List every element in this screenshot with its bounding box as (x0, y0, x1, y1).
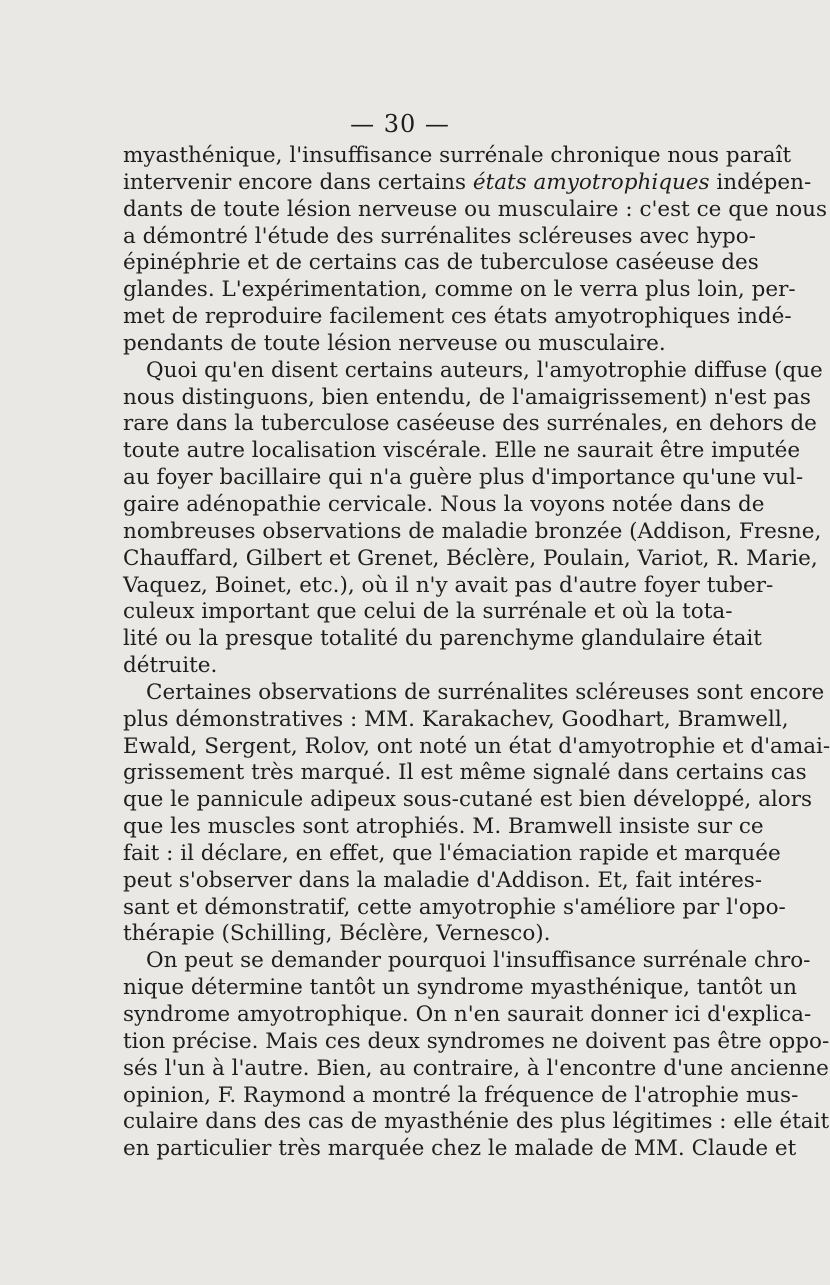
text-line: nique détermine tantôt un syndrome myasthénique, tantôt un (123, 975, 797, 1001)
text-line: Certaines observations de surrénalites scléreuses sont encore (146, 679, 825, 705)
text-line: rare dans la tuberculose caséeuse des surrénales, en dehors de (123, 411, 817, 437)
text-line: épinéphrie et de certains cas de tuberculose caséeuse des (123, 250, 759, 276)
text-line: lité ou la presque totalité du parenchyme glandulaire était (123, 626, 762, 652)
text-line: sés l'un à l'autre. Bien, au contraire, à l'encontre d'une ancienne (123, 1055, 829, 1081)
text-line: toute autre localisation viscérale. Elle ne saurait être imputée (123, 438, 801, 464)
page-number: — 30 — (350, 110, 450, 138)
text-line: syndrome amyotrophique. On n'en saurait donner ici d'explica- (123, 1002, 812, 1027)
text-line: sant et démonstratif, cette amyotrophie s'améliore par l'opo- (123, 894, 786, 920)
text-line: plus démonstratives : MM. Karakachev, Goodhart, Bramwell, (123, 706, 789, 732)
text-line: au foyer bacillaire qui n'a guère plus d'importance qu'une vul- (123, 465, 804, 491)
text-line (123, 169, 812, 197)
text-line: que les muscles sont atrophiés. M. Bramwell insiste sur ce (123, 814, 764, 840)
text-line: nombreuses observations de maladie bronzée (Addison, Fresne, (123, 518, 822, 544)
text-line: opinion, F. Raymond a montré la fréquence de l'atrophie mus- (123, 1082, 799, 1108)
text-line: thérapie (Schilling, Béclère, Vernesco). (123, 921, 551, 947)
text-line: a démontré l'étude des surrénalites scléreuses avec hypo- (123, 223, 756, 249)
text-line: Ewald, Sergent, Rolov, ont noté un état d'amyotrophie et d'amai- (123, 733, 830, 759)
text-line: nous distinguons, bien entendu, de l'amaigrissement) n'est pas (123, 384, 811, 410)
text-line: dants de toute lésion nerveuse ou musculaire : c'est ce que nous (123, 196, 828, 222)
text-line: détruite. (123, 653, 218, 679)
text-line: myasthénique, l'insuffisance surrénale chronique nous paraît (123, 143, 792, 168)
text-line: tion précise. Mais ces deux syndromes ne doivent pas être oppo- (123, 1028, 830, 1054)
text-line: culeux important que celui de la surrénale et où la tota- (123, 599, 733, 625)
text-line: culaire dans des cas de myasthénie des plus légitimes : elle était (123, 1109, 830, 1135)
text-line: pendants de toute lésion nerveuse ou musculaire. (123, 330, 666, 356)
text-line: en particulier très marquée chez le malade de MM. Claude et (123, 1136, 797, 1162)
italic-phrase: états amyotrophiques (472, 169, 710, 195)
text-line: On peut se demander pourquoi l'insuffisance surrénale chro- (146, 948, 811, 974)
text-line: que le pannicule adipeux sous-cutané est bien développé, alors (123, 787, 813, 813)
text-segment: intervenir encore dans certains (123, 169, 473, 195)
text-line: peut s'observer dans la maladie d'Addison. Et, fait intéres- (123, 867, 763, 893)
text-line: fait : il déclare, en effet, que l'émaciation rapide et marquée (123, 840, 781, 866)
text-line: gaire adénopathie cervicale. Nous la voyons notée dans de (123, 491, 765, 517)
text-line: Chauffard, Gilbert et Grenet, Béclère, Poulain, Variot, R. Marie, (123, 545, 818, 571)
text-line: grissement très marqué. Il est même signalé dans certains cas (123, 760, 807, 786)
text-line: glandes. L'expérimentation, comme on le verra plus loin, per- (123, 277, 796, 303)
text-line: Quoi qu'en disent certains auteurs, l'amyotrophie diffuse (que (146, 357, 823, 383)
text-line: met de reproduire facilement ces états amyotrophiques indé- (123, 304, 792, 330)
text-segment: indépen- (709, 169, 812, 195)
body-text (123, 143, 830, 1163)
text-line: Vaquez, Boinet, etc.), où il n'y avait pas d'autre foyer tuber- (123, 572, 774, 598)
